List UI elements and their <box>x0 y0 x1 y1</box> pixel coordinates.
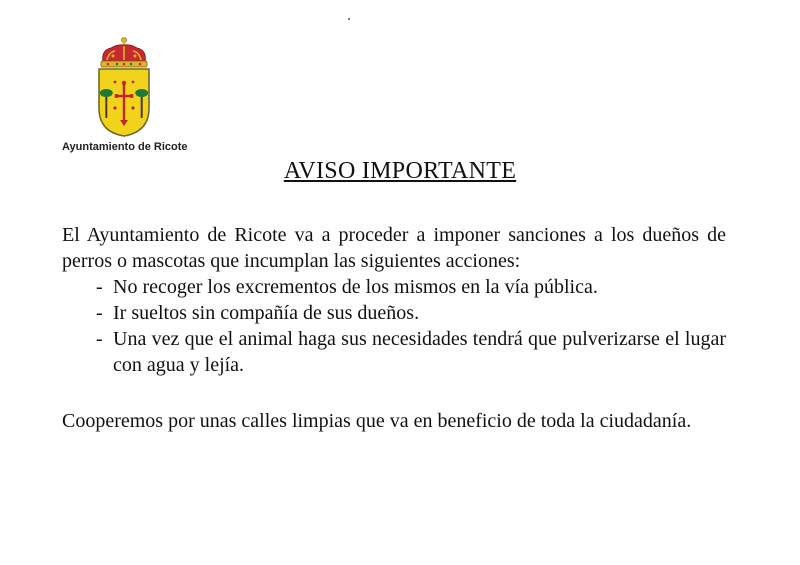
paragraph-spacer <box>62 378 726 408</box>
municipality-name: Ayuntamiento de Ricote <box>62 141 188 153</box>
closing-paragraph: Cooperemos por unas calles limpias que va en beneficio de toda la ciudadanía. <box>62 410 692 432</box>
list-dash: - <box>96 328 103 350</box>
list-item-text: No recoger los excrementos de los mismos en la vía pública. <box>113 276 598 298</box>
notice-title: AVISO IMPORTANTE <box>283 158 517 184</box>
notice-body <box>62 222 726 434</box>
list-dash: - <box>96 302 103 324</box>
coat-of-arms-icon <box>95 36 153 138</box>
list-dash: - <box>96 276 103 298</box>
list-item <box>96 326 726 378</box>
intro-paragraph: El Ayuntamiento de Ricote va a proceder a imponer sanciones a los dueños de perros o mascotas que incumplan las siguientes acciones: <box>62 224 726 272</box>
scan-speck <box>348 18 350 20</box>
list-item-text: Ir sueltos sin compañía de sus dueños. <box>113 302 420 324</box>
list-item <box>96 274 726 300</box>
municipal-header <box>62 36 192 161</box>
list-item <box>96 300 726 326</box>
list-item-text: Una vez que el animal haga sus necesidades tendrá que pulverizarse el lugar con agua y lejía. <box>113 328 726 376</box>
infraction-list <box>62 274 726 378</box>
